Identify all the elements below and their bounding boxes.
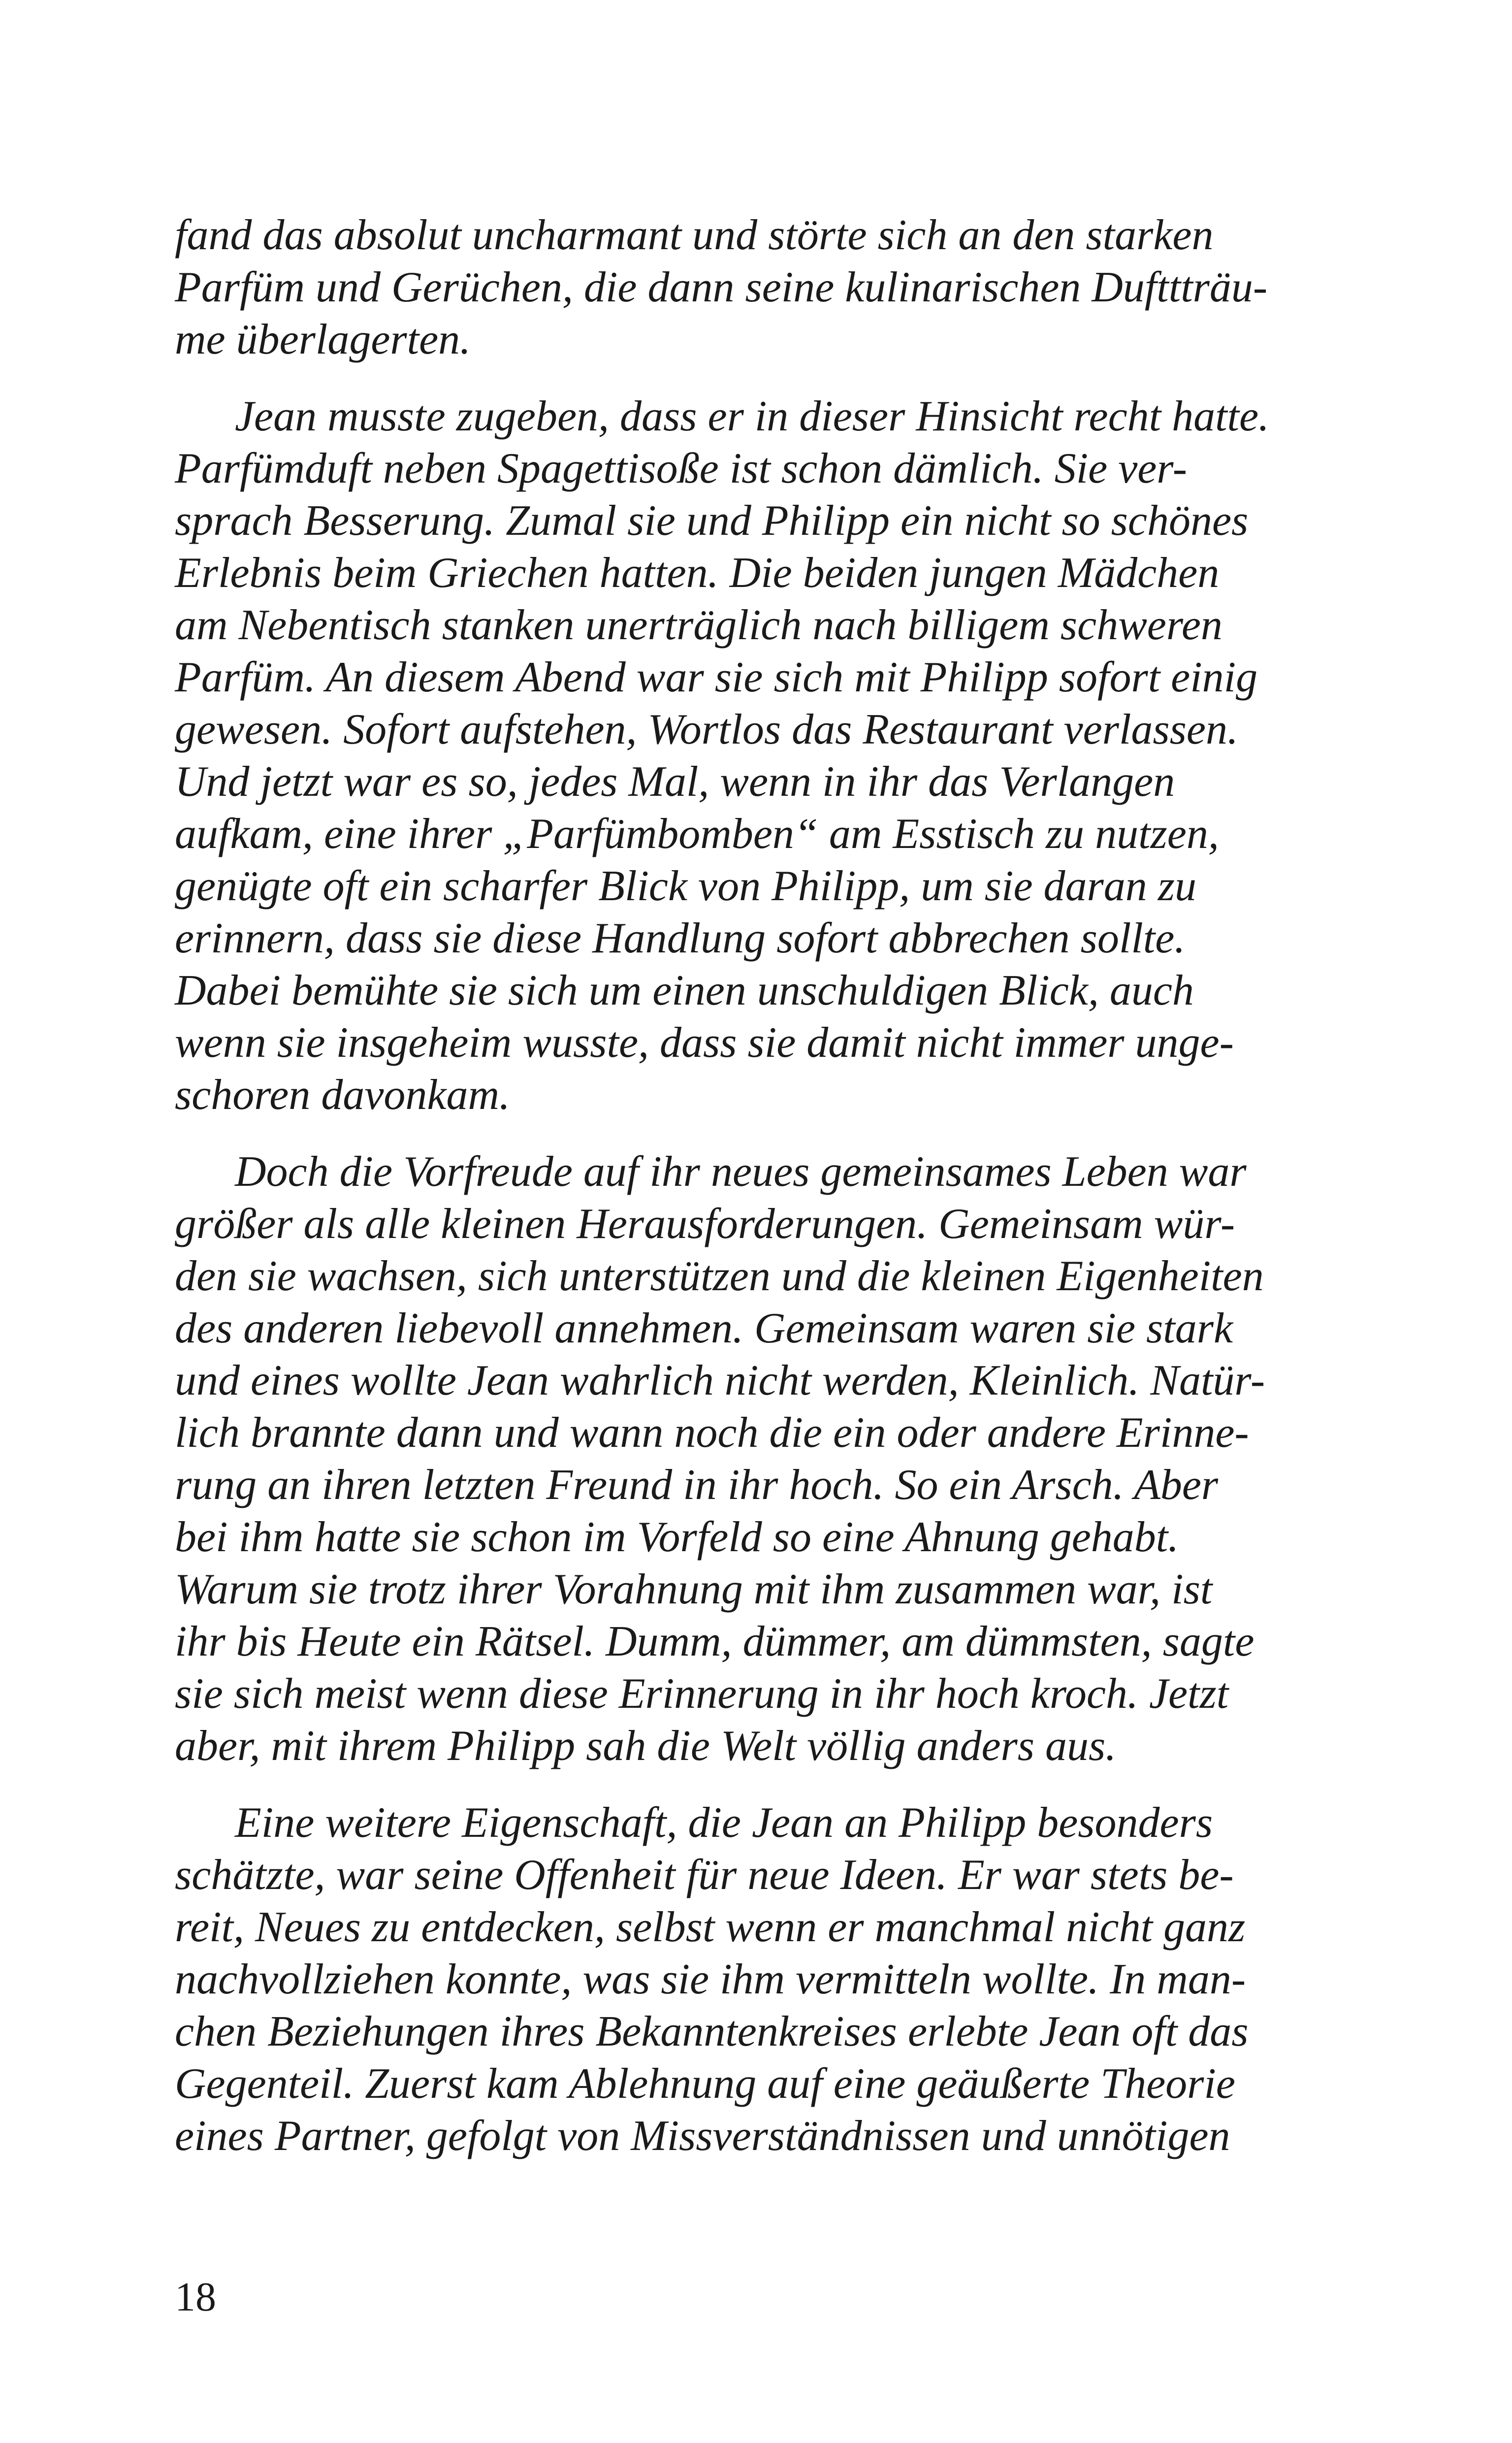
text-line: und eines wollte Jean wahrlich nicht werden, Kleinlich. Natür- <box>175 1357 1265 1404</box>
text-line: erinnern, dass sie diese Handlung sofort abbrechen sollte. <box>175 914 1186 962</box>
text-line: fand das absolut uncharmant und störte sich an den starken <box>175 211 1214 259</box>
text-line: schätzte, war seine Offenheit für neue Ideen. Er war stets be- <box>175 1851 1234 1899</box>
text-line: Doch die Vorfreude auf ihr neues gemeinsames Leben war <box>235 1148 1247 1196</box>
page-number: 18 <box>175 2274 216 2320</box>
paragraph <box>175 209 1351 366</box>
text-line: reit, Neues zu entdecken, selbst wenn er manchmal nicht ganz <box>175 1903 1246 1951</box>
text-line: aufkam, eine ihrer „Parfümbomben“ am Esstisch zu nutzen, <box>175 810 1219 858</box>
text-line: am Nebentisch stanken unerträglich nach billigem schweren <box>175 601 1222 649</box>
text-line: Jean musste zugeben, dass er in dieser Hinsicht recht hatte. <box>235 392 1270 440</box>
text-line: aber, mit ihrem Philipp sah die Welt völlig anders aus. <box>175 1722 1117 1770</box>
text-line: sie sich meist wenn diese Erinnerung in ihr hoch kroch. Jetzt <box>175 1670 1229 1718</box>
text-line: Parfüm. An diesem Abend war sie sich mit Philipp sofort einig <box>175 653 1258 701</box>
text-line: Warum sie trotz ihrer Vorahnung mit ihm zusammen war, ist <box>175 1565 1213 1613</box>
text-line: schoren davonkam. <box>175 1071 511 1119</box>
text-line: Dabei bemühte sie sich um einen unschuldigen Blick, auch <box>175 967 1194 1014</box>
text-line: Gegenteil. Zuerst kam Ablehnung auf eine geäußerte Theorie <box>175 2060 1235 2108</box>
text-line: nachvollziehen konnte, was sie ihm vermitteln wollte. In man- <box>175 1955 1246 2003</box>
text-line: me überlagerten. <box>175 316 471 363</box>
text-line: den sie wachsen, sich unterstützen und die kleinen Eigenheiten <box>175 1252 1264 1300</box>
text-line: rung an ihren letzten Freund in ihr hoch. So ein Arsch. Aber <box>175 1461 1219 1509</box>
body-text <box>175 209 1351 2162</box>
text-line: genügte oft ein scharfer Blick von Philipp, um sie daran zu <box>175 862 1197 910</box>
text-line: bei ihm hatte sie schon im Vorfeld so eine Ahnung gehabt. <box>175 1513 1179 1561</box>
text-line: Parfümduft neben Spagettisoße ist schon dämlich. Sie ver- <box>175 445 1188 492</box>
text-line: lich brannte dann und wann noch die ein oder andere Erinne- <box>175 1409 1249 1457</box>
text-line: Eine weitere Eigenschaft, die Jean an Philipp besonders <box>235 1799 1213 1847</box>
text-line: des anderen liebevoll annehmen. Gemeinsam waren sie stark <box>175 1304 1233 1352</box>
text-line: Erlebnis beim Griechen hatten. Die beiden jungen Mädchen <box>175 549 1220 597</box>
paragraph <box>175 391 1351 1121</box>
paragraph <box>175 1146 1351 1772</box>
paragraph <box>175 1797 1351 2162</box>
text-line: ihr bis Heute ein Rätsel. Dumm, dümmer, am dümmsten, sagte <box>175 1618 1255 1665</box>
text-line: sprach Besserung. Zumal sie und Philipp ein nicht so schönes <box>175 497 1249 545</box>
text-line: gewesen. Sofort aufstehen, Wortlos das Restaurant verlassen. <box>175 706 1238 753</box>
text-line: größer als alle kleinen Herausforderungen. Gemeinsam wür- <box>175 1200 1235 1248</box>
text-line: Parfüm und Gerüchen, die dann seine kulinarischen Dufttträu- <box>175 263 1268 311</box>
text-line: wenn sie insgeheim wusste, dass sie damit nicht immer unge- <box>175 1019 1234 1067</box>
text-line: chen Beziehungen ihres Bekanntenkreises erlebte Jean oft das <box>175 2008 1249 2055</box>
text-line: eines Partner, gefolgt von Missverständnissen und unnötigen <box>175 2112 1230 2160</box>
text-line: Und jetzt war es so, jedes Mal, wenn in ihr das Verlangen <box>175 758 1175 806</box>
